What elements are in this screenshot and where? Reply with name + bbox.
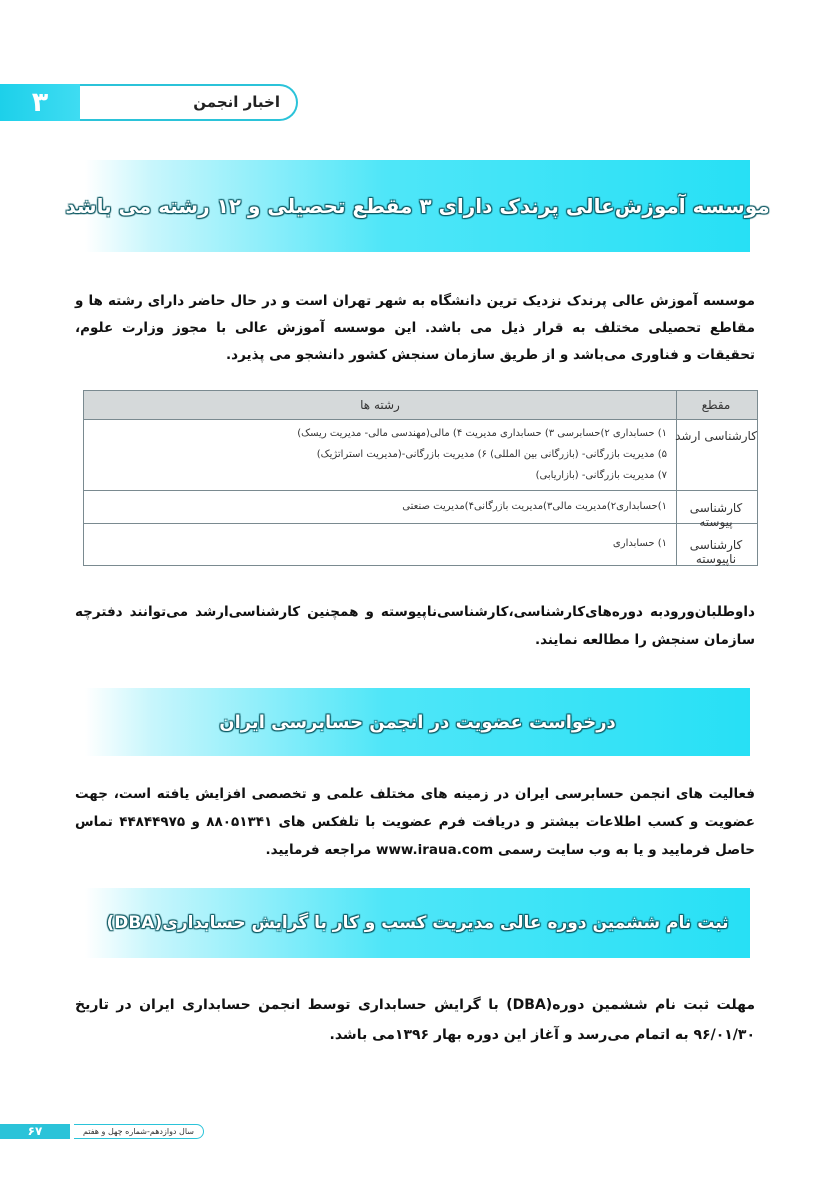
banner-membership-text: درخواست عضویت در انجمن حسابرسی ایران [219,711,616,733]
dba-paragraph: مهلت ثبت نام ششمین دوره(DBA) با گرایش حسابداری توسط انجمن حسابداری ایران در تاریخ ۹۶/۰۱/۳۰ به اتمام می‌رسد و آغاز این دوره بهار ۱۳۹۶می باشد. [75,997,755,1043]
banner-membership [85,688,750,756]
table-row-3-line-1: ۱) حسابداری [612,538,667,549]
banner-parandak-text: موسسه آموزش‌عالی پرندک دارای ۳ مقطع تحصیلی و ۱۲ رشته می باشد [65,194,770,218]
table-row-1-line-1: ۱) حسابداری ۲)حسابرسی ۳) حسابداری مدیریت ۴) مالی(مهندسی مالی- مدیریت ریسک) [297,428,667,439]
note-paragraph: داوطلبان‌ورودبه دوره‌های‌کارشناسی،کارشناسی‌ناپیوسته و همچنین کارشناسی‌ارشد می‌توانند دفترچه سازمان سنجش را مطالعه نمایند. [75,604,755,648]
table-row-2-level: کارشناسی پیوسته [689,501,743,529]
table-row-1-level: کارشناسی ارشد [675,429,757,443]
table-row-3-fields [92,533,667,554]
section-number-badge: ۳ [0,84,80,121]
banner-dba [85,888,750,958]
table-row-separator [84,490,757,491]
section-title: اخبار انجمن [193,93,280,111]
page-number: ۶۷ [0,1124,70,1139]
table-row-separator [84,523,757,524]
intro-paragraph: موسسه آموزش عالی پرندک نزدیک ترین دانشگاه به شهر تهران است و در حال حاضر دارای رشته ها و مقاطع تحصیلی مختلف به قرار ذیل می باشد. این موسسه آموزش عالی با مجوز وزارت علوم، تحقیقات و فناوری می‌باشد و از طریق سازمان سنجش کشور دانشجو می پذیرد. [75,293,755,363]
banner-dba-text: ثبت نام ششمین دوره عالی مدیریت کسب و کار با گرایش حسابداری(DBA) [106,913,729,933]
table-row-2-line-1: ۱)حسابداری۲)مدیریت مالی۳)مدیریت بازرگانی۴)مدیریت صنعتی [402,501,667,512]
banner-parandak [65,160,770,252]
table-header-fields: رشته ها [84,391,676,420]
fields-table [83,390,758,566]
membership-paragraph: فعالیت های انجمن حسابرسی ایران در زمینه های مختلف علمی و تخصصی افزایش یافته است، جهت عضویت و کسب اطلاعات بیشتر و دریافت فرم عضویت با تلفکس های ۸۸۰۵۱۳۴۱ و ۴۴۸۴۴۹۷۵ تماس حاصل فرمایید و یا به وب سایت رسمی www.iraua.com مراجعه فرمایید. [75,786,755,858]
table-row-3-level: کارشناسی ناپیوسته [689,538,743,566]
table-row-2-fields [92,496,667,517]
issue-label: سال دوازدهم-شماره چهل و هفتم [74,1124,204,1139]
table-row-1-fields [92,423,667,486]
table-row-1-line-2: ۵) مدیریت بازرگانی- (بازرگانی بین المللی) ۶) مدیریت بازرگانی-(مدیریت استراتژیک) [316,449,667,460]
table-row-1-line-3: ۷) مدیریت بازرگانی- (بازاریابی) [535,470,667,481]
table-header-level: مقطع [675,391,757,420]
